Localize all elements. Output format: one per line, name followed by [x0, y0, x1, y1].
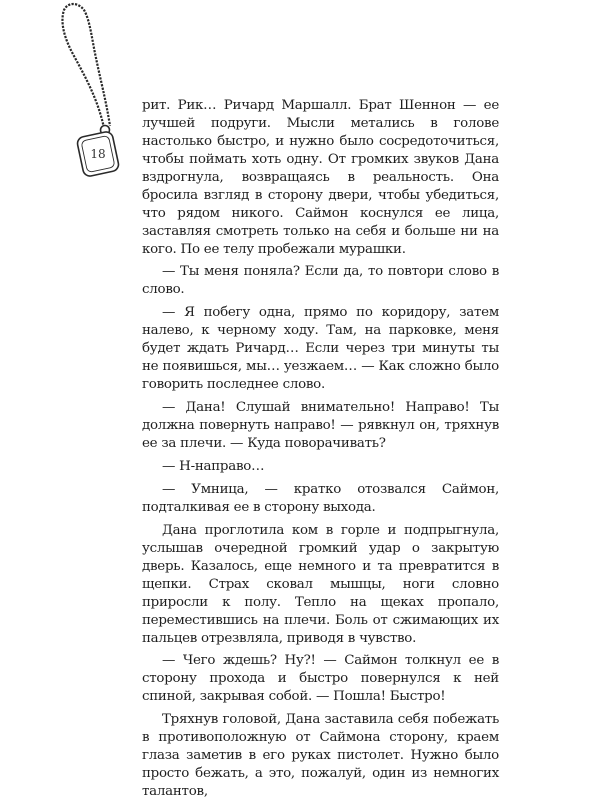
paragraph: — Дана! Слушай внимательно! Направо! Ты должна повернуть направо! — рявкнул он, тряхнув ее за плечи. — Куда поворачивать?	[142, 400, 499, 451]
paragraph: — Чего ждешь? Ну?! — Саймон толкнул ее в сторону прохода и быстро повернулся к ней спиной, закрывая собой. — Пошла! Быстро!	[142, 653, 499, 704]
paragraph: — Н-направо…	[162, 459, 265, 474]
page-number: 18	[90, 147, 106, 161]
paragraph: — Я побегу одна, прямо по коридору, затем налево, к черному ходу. Там, на парковке, меня будет ждать Ричард… Если через три минуты ты не появишься, мы… уезжаем… — Как сложно было говорить последнее слово.	[142, 305, 499, 392]
paragraph: рит. Рик… Ричард Маршалл. Брат Шеннон — ее лучшей подруги. Мысли метались в голове настолько быстро, и нужно было сосредоточиться, чтобы поймать хоть одну. От громких звуков Дана вздрогнула, возвращаясь в реальность. Она бросила взгляд в сторону двери, чтобы убедиться, что рядом никого. Саймон коснулся ее лица, заставляя смотреть только на себя и больше ни на кого. По ее телу пробежали мурашки.	[142, 98, 499, 257]
paragraph: — Ты меня поняла? Если да, то повтори слово в слово.	[142, 264, 499, 297]
paragraph: Тряхнув головой, Дана заставила себя побежать в противоположную от Саймона сторону, краем глаза заметив в его руках пистолет. Нужно было просто бежать, а это, пожалуй, один из немногих талантов,	[142, 712, 499, 799]
paragraph: — Умница, — кратко отозвался Саймон, подталкивая ее в сторону выхода.	[142, 482, 499, 515]
paragraph: Дана проглотила ком в горле и подпрыгнула, услышав очередной громкий удар о закрытую дверь. Казалось, еще немного и та превратится в щепки. Страх сковал мышцы, ноги словно приросли к полу. Тепло на щеках пропало, переместившись на плечи. Боль от сжимающих их пальцев отрезвляла, приводя в чувство.	[142, 523, 499, 646]
body-text	[142, 97, 499, 805]
dog-tag-necklace-icon	[0, 0, 160, 200]
